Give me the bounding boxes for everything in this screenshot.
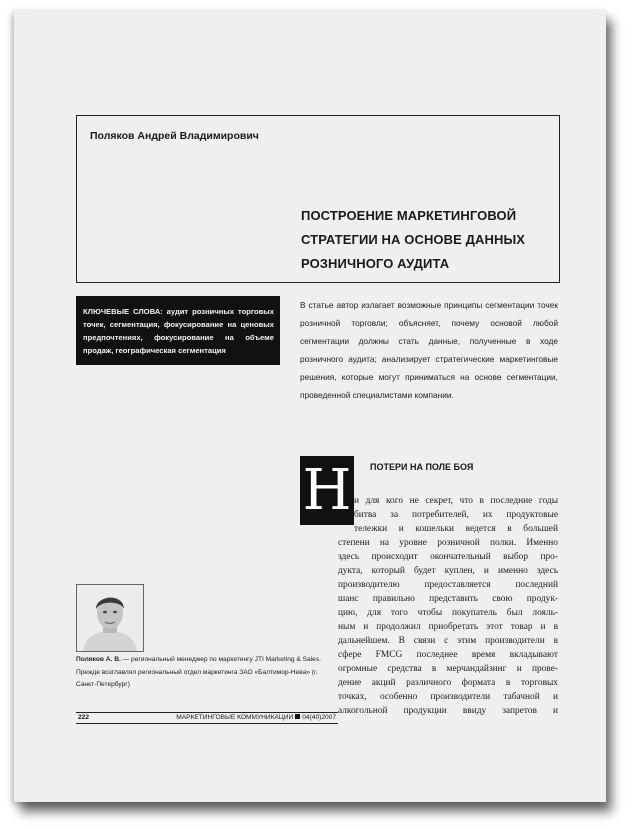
body-line: цию, для того чтобы покупатель был лояль- [338,608,558,618]
body-line: сфере FMCG последнее время вкладывают [338,650,558,660]
body-line: производителю предоставляется последний [338,580,558,590]
article-header-box [76,115,560,283]
keywords-box: КЛЮЧЕВЫЕ СЛОВА: аудит розничных торговых точек, сегментация, фокусирование на ценовых предпочтениях, фокусирование на объеме продаж, географическая сегментация [76,296,280,365]
caption-author-name: Поляков А. В. [76,656,121,663]
body-line: тележки и кошельки ведется в большей [354,524,558,534]
article-title [301,204,551,276]
author-portrait-photo [76,584,144,652]
page-footer [76,712,338,724]
article-abstract: В статье автор излагает возможные принципы сегментации точек розничной торговли; объясняет, почему основой любой сегментации должны стать данные, полученные в ходе розничного аудита; анализирует стратегические маркетинговые решения, которые могут приниматься на основе сегментации, проведенной специалистами компании. [300,300,558,400]
journal-name: МАРКЕТИНГОВЫЕ КОММУНИКАЦИИ [176,714,294,721]
body-line: здесь происходит окончательный выбор про- [338,552,558,562]
article-body [338,494,558,718]
journal-issue: 04(40)2007 [302,714,336,721]
body-line: ным и продолжил приобретать этот товар и в [338,622,558,632]
title-line: СТРАТЕГИИ НА ОСНОВЕ ДАННЫХ [301,232,526,247]
page-number: 222 [78,714,90,721]
drop-cap: Н [300,456,354,525]
portrait-icon [77,585,143,651]
journal-info [176,713,336,723]
title-line: РОЗНИЧНОГО АУДИТА [301,256,450,271]
body-line: степени на уровне розничной полки. Именно [338,538,558,548]
body-line: огромные средства в мерчандайзинг и прове- [338,664,558,674]
body-line: алкогольной продукции ввиду запретов и [338,706,558,716]
author-name: Поляков Андрей Владимирович [90,130,259,142]
body-line: шанс правильно представить свою продук- [338,594,558,604]
body-line: дукта, который будет куплен, и именно здесь [338,566,558,576]
caption-text: — региональный менеджер по маркетингу JTI Marketing & Sales. Прежде возглавлял региональный отдел маркетинга ЗАО «Балтимор-Нева» (г. Санкт-Петербург) [76,656,321,688]
body-line: и для кого не секрет, что в последние годы [354,496,558,506]
journal-page [14,10,606,802]
body-line: дение акций различного формата в торговых [338,678,558,688]
section-heading: ПОТЕРИ НА ПОЛЕ БОЯ [370,462,474,472]
body-line: дальнейшем. В связи с этим производители в [338,636,558,646]
body-line: точках, особенно производители табачной и [338,692,558,702]
body-line: битва за потребителей, их продуктовые [354,510,558,520]
square-bullet-icon [295,714,300,719]
title-line: ПОСТРОЕНИЕ МАРКЕТИНГОВОЙ [301,208,517,223]
author-caption [76,654,338,692]
